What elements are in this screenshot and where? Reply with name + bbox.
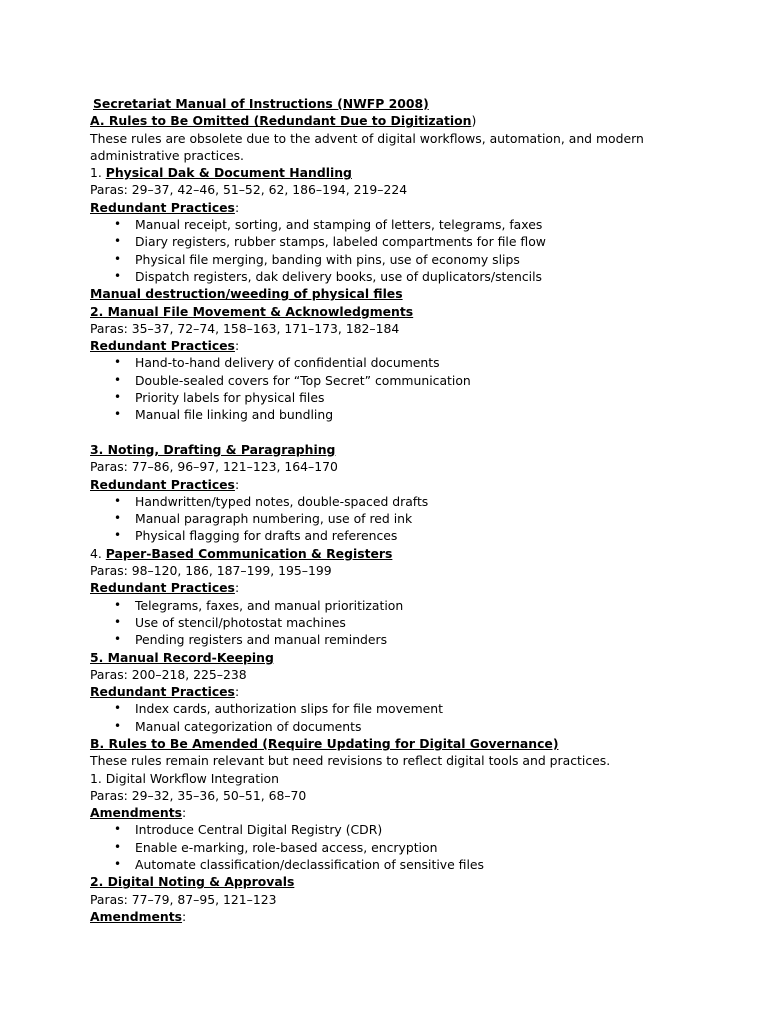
b2-label-text: Amendments	[90, 908, 183, 924]
bullet-icon: •	[114, 822, 122, 837]
b1-bullet-list	[90, 821, 690, 873]
b1-paras: Paras: 29–32, 35–36, 50–51, 68–70	[90, 787, 307, 803]
list-item-text: Hand-to-hand delivery of confidential documents	[135, 355, 440, 371]
a2-label-colon: :	[234, 338, 240, 354]
bullet-icon: •	[114, 217, 122, 232]
a1-title	[90, 164, 690, 181]
list-item	[90, 251, 690, 268]
b1-label	[90, 804, 690, 821]
bullet-icon: •	[114, 372, 122, 387]
bullet-icon: •	[114, 355, 122, 370]
a4-bullet-list	[90, 597, 690, 649]
a2-bullet-list	[90, 354, 690, 423]
list-item	[90, 406, 690, 423]
a1-label	[90, 199, 690, 216]
a5-bullet-list	[90, 700, 690, 735]
a3-title: 3. Noting, Drafting & Paragraphing	[90, 441, 336, 457]
blank-line	[90, 424, 690, 441]
a1-label-text: Redundant Practices	[90, 199, 235, 215]
list-item-text: Introduce Central Digital Registry (CDR)	[135, 822, 383, 838]
a1-extra-heading: Manual destruction/weeding of physical files	[90, 286, 403, 302]
list-item	[90, 597, 690, 614]
a5-paras: Paras: 200–218, 225–238	[90, 666, 247, 682]
b2-label	[90, 908, 690, 925]
bullet-icon: •	[114, 597, 122, 612]
list-item-text: Handwritten/typed notes, double-spaced drafts	[135, 493, 429, 509]
a1-title-text: Physical Dak & Document Handling	[105, 165, 352, 181]
list-item-text: Manual paragraph numbering, use of red ink	[135, 511, 413, 527]
a1-paras: Paras: 29–37, 42–46, 51–52, 62, 186–194, 219–224	[90, 182, 408, 198]
list-item	[90, 631, 690, 648]
a4-title	[90, 545, 690, 562]
a3-label-text: Redundant Practices	[90, 476, 235, 492]
list-item	[90, 233, 690, 250]
bullet-icon: •	[114, 251, 122, 266]
list-item-text: Physical flagging for drafts and references	[135, 528, 398, 544]
bullet-icon: •	[114, 632, 122, 647]
list-item	[90, 268, 690, 285]
list-item-text: Manual categorization of documents	[135, 718, 362, 734]
a2-paras: Paras: 35–37, 72–74, 158–163, 171–173, 182–184	[90, 320, 400, 336]
a1-bullet-list	[90, 216, 690, 285]
bullet-icon: •	[114, 493, 122, 508]
list-item-text: Enable e-marking, role-based access, encryption	[135, 839, 438, 855]
section-a-heading-text: A. Rules to Be Omitted (Redundant Due to Digitization	[90, 113, 472, 129]
list-item	[90, 493, 690, 510]
list-item-text: Pending registers and manual reminders	[135, 632, 388, 648]
list-item-text: Manual receipt, sorting, and stamping of letters, telegrams, faxes	[135, 217, 543, 233]
bullet-icon: •	[114, 407, 122, 422]
list-item	[90, 821, 690, 838]
list-item-text: Telegrams, faxes, and manual prioritization	[135, 597, 404, 613]
list-item-text: Physical file merging, banding with pins, use of economy slips	[135, 251, 520, 267]
a3-paras: Paras: 77–86, 96–97, 121–123, 164–170	[90, 459, 338, 475]
list-item-text: Priority labels for physical files	[135, 390, 325, 406]
b2-label-colon: :	[182, 908, 187, 924]
list-item-text: Dispatch registers, dak delivery books, use of duplicators/stencils	[135, 268, 543, 284]
list-item-text: Automate classification/declassification of sensitive files	[135, 857, 484, 873]
document-title: Secretariat Manual of Instructions (NWFP 2008)	[93, 96, 429, 111]
list-item-text: Use of stencil/photostat machines	[135, 614, 346, 630]
a2-label-text: Redundant Practices	[90, 338, 235, 354]
a3-label	[90, 476, 690, 493]
list-item-text: Diary registers, rubber stamps, labeled compartments for file flow	[135, 234, 546, 250]
document-page	[90, 95, 690, 925]
bullet-icon: •	[114, 701, 122, 716]
bullet-icon: •	[114, 390, 122, 405]
a4-label	[90, 579, 690, 596]
a5-label	[90, 683, 690, 700]
a3-label-colon: :	[234, 476, 240, 492]
list-item	[90, 614, 690, 631]
a2-label	[90, 337, 690, 354]
bullet-icon: •	[114, 528, 122, 543]
list-item	[90, 354, 690, 371]
b1-label-text: Amendments	[90, 805, 183, 821]
section-a-intro: These rules are obsolete due to the advent of digital workflows, automation, and modern administrative practices.	[90, 130, 644, 163]
section-b-intro: These rules remain relevant but need revisions to reflect digital tools and practices.	[90, 753, 611, 769]
list-item	[90, 372, 690, 389]
list-item	[90, 527, 690, 544]
section-b-heading: B. Rules to Be Amended (Require Updating for Digital Governance)	[90, 735, 559, 751]
list-item	[90, 856, 690, 873]
bullet-icon: •	[114, 234, 122, 249]
a5-label-text: Redundant Practices	[90, 684, 235, 700]
bullet-icon: •	[114, 839, 122, 854]
bullet-icon: •	[114, 268, 122, 283]
b1-title: 1. Digital Workflow Integration	[90, 770, 279, 786]
section-a-heading	[90, 112, 690, 129]
list-item	[90, 700, 690, 717]
list-item	[90, 718, 690, 735]
a1-label-colon: :	[234, 199, 240, 215]
b2-paras: Paras: 77–79, 87–95, 121–123	[90, 891, 277, 907]
section-a-heading-tail: )	[471, 113, 477, 129]
a4-title-text: Paper-Based Communication & Registers	[105, 545, 393, 561]
bullet-icon: •	[114, 857, 122, 872]
list-item	[90, 510, 690, 527]
bullet-icon: •	[114, 718, 122, 733]
b1-label-colon: :	[182, 805, 187, 821]
a5-label-colon: :	[234, 684, 240, 700]
list-item-text: Manual file linking and bundling	[135, 407, 334, 423]
bullet-icon: •	[114, 511, 122, 526]
list-item-text: Double-sealed covers for “Top Secret” communication	[135, 372, 471, 388]
a1-title-prefix: 1.	[90, 165, 106, 181]
a4-label-text: Redundant Practices	[90, 580, 235, 596]
list-item	[90, 389, 690, 406]
list-item	[90, 839, 690, 856]
bullet-icon: •	[114, 614, 122, 629]
a4-title-prefix: 4.	[90, 545, 106, 561]
a3-bullet-list	[90, 493, 690, 545]
a2-title: 2. Manual File Movement & Acknowledgments	[90, 303, 414, 319]
a4-label-colon: :	[234, 580, 240, 596]
list-item-text: Index cards, authorization slips for file movement	[135, 701, 443, 717]
a5-title: 5. Manual Record-Keeping	[90, 649, 274, 665]
a4-paras: Paras: 98–120, 186, 187–199, 195–199	[90, 563, 332, 579]
b2-title: 2. Digital Noting & Approvals	[90, 874, 295, 890]
list-item	[90, 216, 690, 233]
